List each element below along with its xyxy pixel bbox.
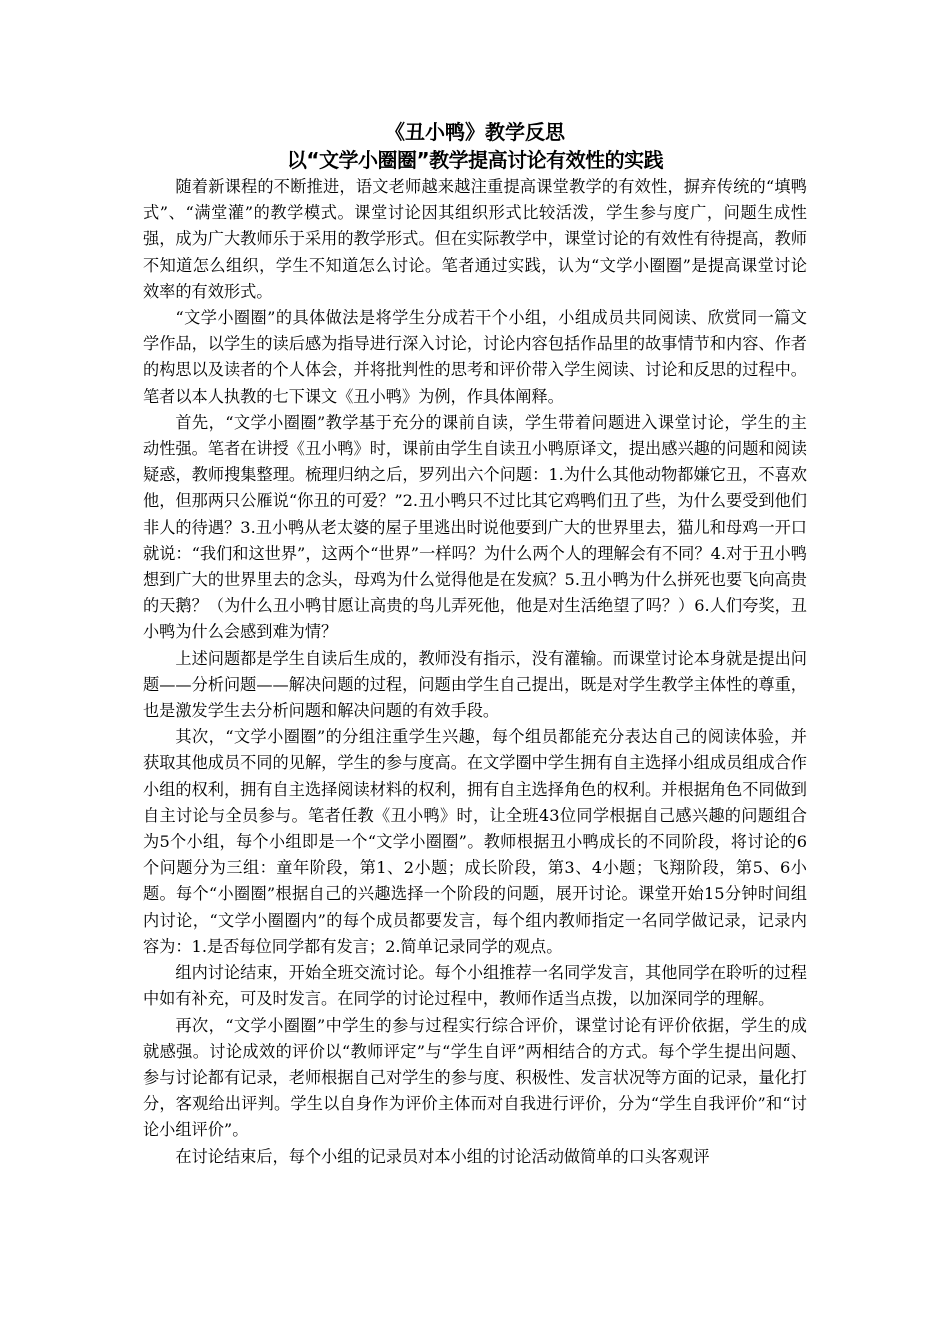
paragraph-3: 首先，“文学小圈圈”教学基于充分的课前自读，学生带着问题进入课堂讨论，学生的主动性强。笔者在讲授《丑小鸭》时，课前由学生自读丑小鸭原译文，提出感兴趣的问题和阅读疑惑，教师搜集整理。梳理归纳之后，罗列出六个问题：1.为什么其他动物都嫌它丑，不喜欢他，但那两只公雁说“你丑的可爱？”2.丑小鸭只不过比其它鸡鸭们丑了些，为什么要受到他们非人的待遇？3.丑小鸭从老太婆的屋子里逃出时说他要到广大的世界里去，猫儿和母鸡一开口就说：“我们和这世界”，这两个“世界”一样吗？为什么两个人的理解会有不同？4.对于丑小鸭想到广大的世界里去的念头，母鸡为什么觉得他是在发疯？5.丑小鸭为什么拼死也要飞向高贵的天鹅？（为什么丑小鸭甘愿让高贵的鸟儿弄死他，他是对生活绝望了吗？）6.人们夸奖，丑小鸭为什么会感到难为情？ xyxy=(143,412,807,642)
paragraph-8: 在讨论结束后，每个小组的记录员对本小组的讨论活动做简单的口头客观评 xyxy=(175,1146,710,1166)
document-title: 《丑小鸭》教学反思 xyxy=(385,120,565,144)
paragraph-6: 组内讨论结束，开始全班交流讨论。每个小组推荐一名同学发言，其他同学在聆听的过程中如有补充，可及时发言。在同学的讨论过程中，教师作适当点拨，以加深同学的理解。 xyxy=(143,963,807,1009)
document-body xyxy=(143,118,807,1170)
paragraph-4: 上述问题都是学生自读后生成的，教师没有指示，没有灌输。而课堂讨论本身就是提出问题——分析问题——解决问题的过程，问题由学生自己提出，既是对学生教学主体性的尊重，也是激发学生去分析问题和解决问题的有效手段。 xyxy=(143,648,807,721)
paragraph-7: 再次，“文学小圈圈”中学生的参与过程实行综合评价，课堂讨论有评价依据，学生的成就感强。讨论成效的评价以“教师评定”与“学生自评”两相结合的方式。每个学生提出问题、参与讨论都有记录，老师根据自己对学生的参与度、积极性、发言状况等方面的记录，量化打分，客观给出评判。学生以自身作为评价主体而对自我进行评价，分为“学生自我评价”和“讨论小组评价”。 xyxy=(143,1015,807,1140)
paragraph-5: 其次，“文学小圈圈”的分组注重学生兴趣，每个组员都能充分表达自己的阅读体验，并获取其他成员不同的见解，学生的参与度高。在文学圈中学生拥有自主选择小组成员组成合作小组的权利，拥有自主选择阅读材料的权利，拥有自主选择角色的权利。并根据角色不同做到自主讨论与全员参与。笔者任教《丑小鸭》时，让全班43位同学根据自己感兴趣的问题组合为5个小组，每个小组即是一个“文学小圈圈”。教师根据丑小鸭成长的不同阶段，将讨论的6个问题分为三组：童年阶段，第1、2小题；成长阶段，第3、4小题；飞翔阶段，第5、6小题。每个“小圈圈”根据自己的兴趣选择一个阶段的问题，展开讨论。课堂开始15分钟时间组内讨论，“文学小圈圈内”的每个成员都要发言，每个组内教师指定一名同学做记录，记录内容为：1.是否每位同学都有发言；2.简单记录同学的观点。 xyxy=(143,727,807,956)
paragraph-1: 随着新课程的不断推进，语文老师越来越注重提高课堂教学的有效性，摒弃传统的“填鸭式”、“满堂灌”的教学模式。课堂讨论因其组织形式比较活泼，学生参与度广，问题生成性强，成为广大教师乐于采用的教学形式。但在实际教学中，课堂讨论的有效性有待提高，教师不知道怎么组织，学生不知道怎么讨论。笔者通过实践，认为“文学小圈圈”是提高课堂讨论效率的有效形式。 xyxy=(143,177,807,301)
document-subtitle: 以“文学小圈圈”教学提高讨论有效性的实践 xyxy=(286,148,664,172)
paragraph-2: “文学小圈圈”的具体做法是将学生分成若干个小组，小组成员共同阅读、欣赏同一篇文学作品，以学生的读后感为指导进行深入讨论，讨论内容包括作品里的故事情节和内容、作者的构思以及读者的个人体会，并将批判性的思考和评价带入学生阅读、讨论和反思的过程中。笔者以本人执教的七下课文《丑小鸭》为例，作具体阐释。 xyxy=(143,308,807,406)
